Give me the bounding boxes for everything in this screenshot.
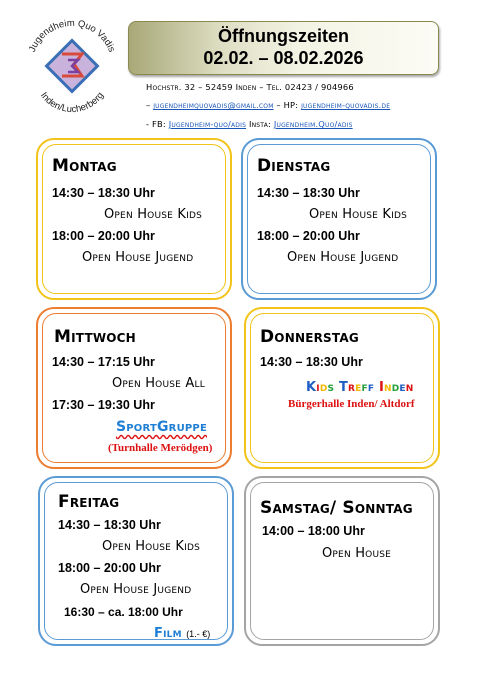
day-name: Mittwoch (54, 327, 136, 347)
kids-treff-letter: T (338, 380, 349, 395)
activity: Open House Kids (102, 539, 201, 554)
time-slot: 14:30 – 18:30 Uhr (52, 186, 155, 200)
kids-treff-letter: e (355, 380, 362, 395)
day-name: Freitag (58, 492, 120, 512)
time-slot: 14:30 – 17:15 Uhr (52, 355, 155, 369)
kids-treff-letter: f (367, 380, 375, 395)
instagram-link[interactable]: Jugendheim.Quo/adis (273, 119, 353, 129)
facebook-label: - FB: (146, 119, 169, 129)
svg-text:Inden/Lucherberg (38, 90, 106, 114)
day-card-wednesday (36, 307, 232, 469)
activity: Open House Kids (104, 207, 203, 222)
time-slot: 18:00 – 20:00 Uhr (58, 561, 161, 575)
activity: Open House All (112, 376, 205, 391)
time-slot: 18:00 – 20:00 Uhr (52, 229, 155, 243)
kids-treff-letter: i (316, 380, 320, 395)
film-row (154, 624, 210, 642)
day-name: Donnerstag (260, 327, 359, 347)
activity: Open House Jugend (80, 582, 192, 597)
kids-treff-letter: f (361, 380, 368, 395)
day-name: Dienstag (257, 156, 331, 176)
time-slot: 18:00 – 20:00 Uhr (257, 229, 360, 243)
date-range: 02.02. – 08.02.2026 (203, 48, 364, 68)
kids-treff-letter: I (378, 380, 385, 395)
activity-sport: SportGruppe (116, 419, 207, 435)
facebook-link[interactable]: Jugendheim-quo/adis (168, 119, 247, 129)
location-note: (Turnhalle Merödgen) (108, 442, 213, 454)
kids-treff-letter: n (405, 380, 414, 395)
contact-line-email (146, 100, 390, 110)
kids-treff-letter: e (399, 380, 406, 395)
day-card-friday (38, 476, 234, 646)
logo (18, 10, 126, 114)
time-slot: 14:30 – 18:30 Uhr (257, 186, 360, 200)
logo-arc-bottom: Inden/Lucherberg (37, 90, 107, 114)
location-note: Bürgerhalle Inden/ Altdorf (288, 398, 415, 410)
kids-treff-letter: r (348, 380, 356, 395)
day-card-thursday (244, 307, 440, 469)
activity: Open House (322, 546, 392, 561)
page-title: Öffnungszeiten (218, 26, 349, 46)
activity: Open House Jugend (82, 250, 194, 265)
time-slot: 14:00 – 18:00 Uhr (262, 524, 365, 538)
contact-dash: – (146, 100, 154, 110)
day-card-monday (36, 138, 232, 300)
kids-treff-letter: K (306, 380, 317, 395)
time-slot: 14:30 – 18:30 Uhr (260, 355, 363, 369)
day-card-tuesday (241, 138, 437, 300)
title-box (128, 21, 439, 75)
kids-treff-letter: d (391, 380, 400, 395)
logo-arc-top: Jugendheim Quo Vadis (26, 17, 118, 54)
contact-line-social (146, 119, 353, 129)
activity-kids-treff (306, 376, 414, 395)
kids-treff-letter: n (384, 380, 392, 395)
activity: Open House Jugend (287, 250, 399, 265)
email-link[interactable]: jugendheimquovadis@gmail.com (153, 100, 274, 110)
instagram-label: Insta: (246, 119, 274, 129)
day-card-weekend (244, 476, 440, 646)
day-name: Montag (52, 156, 117, 176)
kids-treff-letter: s (327, 380, 335, 395)
activity-film: Film (154, 626, 182, 641)
kids-treff-letter: d (319, 380, 328, 395)
time-slot: 17:30 – 19:30 Uhr (52, 398, 155, 412)
activity: Open House Kids (309, 207, 408, 222)
address-line: Hochstr. 32 – 52459 Inden – Tel. 02423 / 904966 (146, 82, 354, 92)
day-name: Samstag/ Sonntag (260, 498, 413, 518)
homepage-link[interactable]: jugendheim-quovadis.de (301, 100, 391, 110)
film-price: (1.- €) (186, 629, 211, 639)
time-slot: 14:30 – 18:30 Uhr (58, 518, 161, 532)
homepage-label: – HP: (273, 100, 302, 110)
time-slot: 16:30 – ca. 18:00 Uhr (64, 605, 183, 619)
